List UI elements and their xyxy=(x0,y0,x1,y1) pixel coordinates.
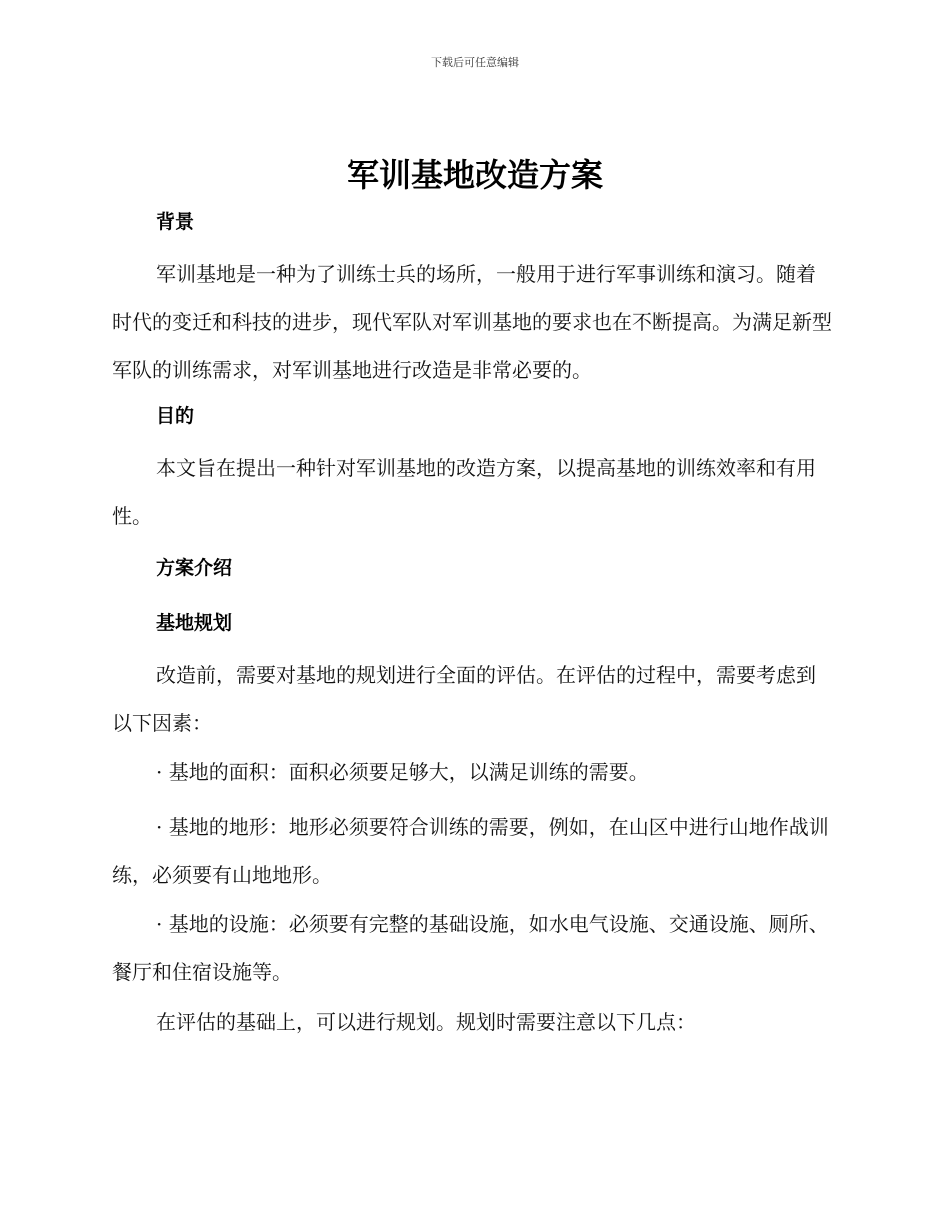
background-paragraph: 军训基地是一种为了训练士兵的场所，一般用于进行军事训练和演习。随着时代的变迁和科技的进步，现代军队对军训基地的要求也在不断提高。为满足新型军队的训练需求，对军训基地进行改造是非常必要的。 xyxy=(112,262,832,382)
bullet-item-area: · 基地的面积：面积必须要足够大，以满足训练的需要。 xyxy=(156,760,649,784)
planning-intro-paragraph: 改造前，需要对基地的规划进行全面的评估。在评估的过程中，需要考虑到以下因素： xyxy=(112,663,816,735)
bullet-item-terrain: · 基地的地形：地形必须要符合训练的需要，例如，在山区中进行山地作战训练，必须要有山地地形。 xyxy=(112,815,829,887)
header-note: 下载后可任意编辑 xyxy=(431,56,519,69)
purpose-paragraph: 本文旨在提出一种针对军训基地的改造方案，以提高基地的训练效率和有用性。 xyxy=(112,456,816,528)
section-heading-purpose: 目的 xyxy=(156,405,195,427)
section-heading-plan: 方案介绍 xyxy=(156,557,233,579)
section-heading-background: 背景 xyxy=(156,211,195,233)
document-title: 军训基地改造方案 xyxy=(346,156,603,194)
subsection-heading-planning: 基地规划 xyxy=(156,612,233,634)
planning-followup-paragraph: 在评估的基础上，可以进行规划。规划时需要注意以下几点： xyxy=(156,1010,696,1034)
bullet-item-facilities: · 基地的设施：必须要有完整的基础设施，如水电气设施、交通设施、厕所、餐厅和住宿设施等。 xyxy=(112,912,829,984)
